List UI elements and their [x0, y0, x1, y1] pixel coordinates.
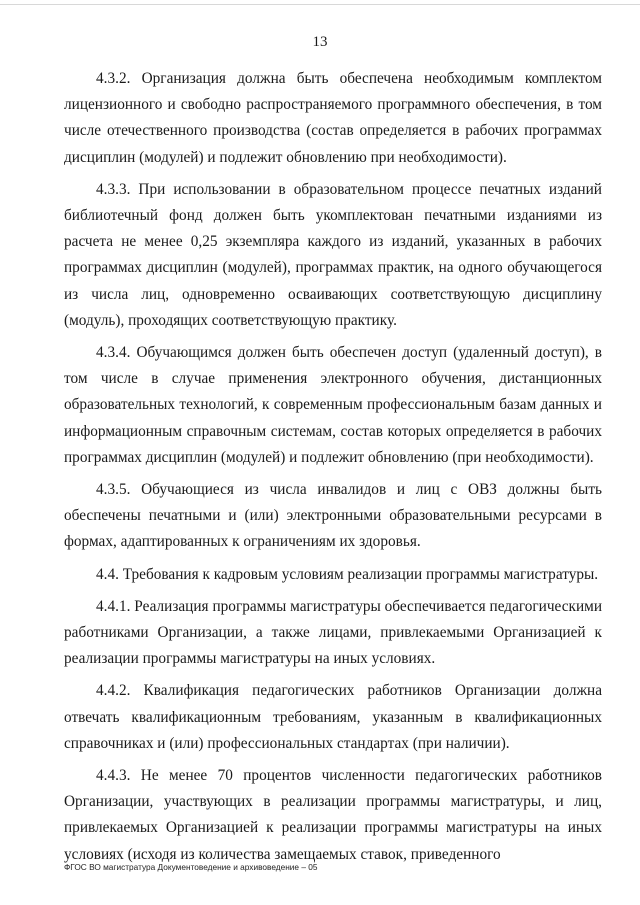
paragraph-4-4-3: 4.4.3. Не менее 70 процентов численности педагогических работников Организации, участвующих в реализации программы магистратуры, и лиц, привлекаемых Организацией к реализации программы магистратуры на иных условиях (исходя из количества замещаемых ставок, приведенного [64, 767, 602, 863]
paragraph-4-3-3: 4.3.3. При использовании в образовательном процессе печатных изданий библиотечный фонд должен быть укомплектован печатными изданиями из расчета не менее 0,25 экземпляра каждого из изданий, указанных в рабочих программах дисциплин (модулей), программах практик, на одного обучающегося из числа лиц, одновременно осваивающих соответствующую дисциплину (модуль), проходящих соответствующую практику. [64, 180, 602, 329]
top-edge-rule [0, 4, 640, 5]
section-heading-4-4: 4.4. Требования к кадровым условиям реализации программы магистратуры. [96, 565, 599, 583]
page-footer: ФГОС ВО магистратура Документоведение и архивоведение – 05 [64, 862, 318, 872]
document-body [64, 66, 602, 874]
paragraph-4-4-2: 4.4.2. Квалификация педагогических работников Организации должна отвечать квалификационным требованиям, указанным в квалификационных справочниках и (или) профессиональных стандартах (при наличии). [64, 682, 602, 752]
paragraph-4-3-2: 4.3.2. Организация должна быть обеспечена необходимым комплектом лицензионного и свободно распространяемого программного обеспечения, в том числе отечественного производства (состав определяется в рабочих программах дисциплин (модулей) и подлежит обновлению при необходимости). [64, 70, 602, 166]
paragraph-4-3-4: 4.3.4. Обучающимся должен быть обеспечен доступ (удаленный доступ), в том числе в случае применения электронного обучения, дистанционных образовательных технологий, к современным профессиональным базам данных и информационным справочным системам, состав которых определяется в рабочих программах дисциплин (модулей) и подлежит обновлению (при необходимости). [64, 344, 602, 466]
page-number: 13 [312, 34, 328, 50]
paragraph-4-4-1: 4.4.1. Реализация программы магистратуры обеспечивается педагогическими работниками Организации, а также лицами, привлекаемыми Организацией к реализации программы магистратуры на иных условиях. [64, 597, 602, 668]
paragraph-4-3-5: 4.3.5. Обучающиеся из числа инвалидов и лиц с ОВЗ должны быть обеспечены печатными и (или) электронными образовательными ресурсами в формах, адаптированных к ограничениям их здоровья. [64, 481, 602, 551]
